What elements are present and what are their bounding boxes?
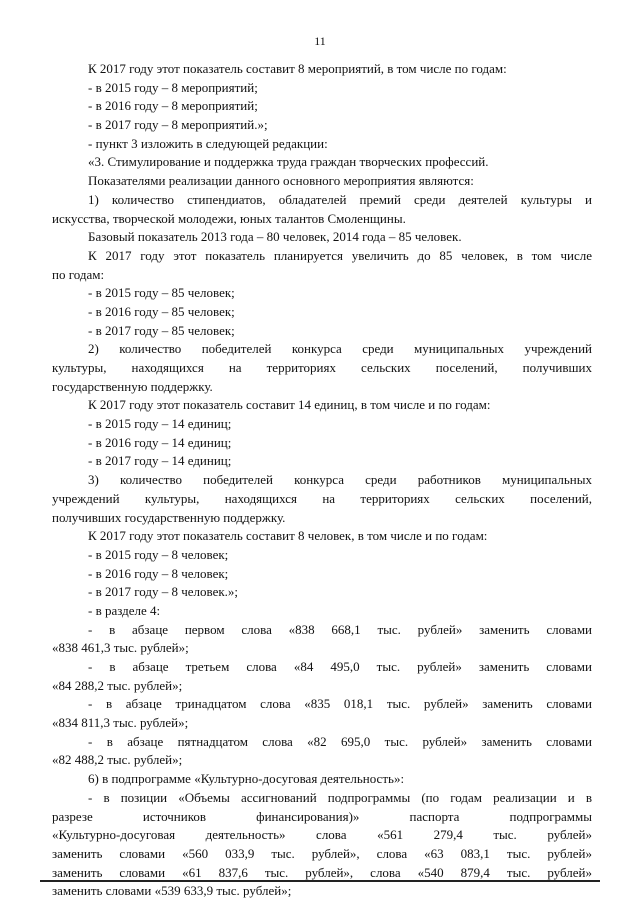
text-line: К 2017 году этот показатель составит 8 человек, в том числе и по годам: <box>88 528 488 544</box>
text-line: «82 488,2 тыс. рублей»; <box>52 752 183 768</box>
bottom-rule <box>40 880 600 882</box>
text-line: - в 2015 году – 8 человек; <box>88 546 229 562</box>
document-body <box>52 60 592 901</box>
text-line: - в абзаце первом слова «838 668,1 тыс. рублей» заменить словами <box>88 621 592 637</box>
text-line: - в 2016 году – 85 человек; <box>88 303 235 319</box>
text-line: 1) количество стипендиатов, обладателей премий среди деятелей культуры и <box>88 191 592 207</box>
text-line: - в 2015 году – 14 единиц; <box>88 416 232 432</box>
text-line: - в 2015 году – 8 мероприятий; <box>88 79 258 95</box>
text-line: «Культурно-досуговая деятельность» слова «561 279,4 тыс. рублей» <box>52 827 592 843</box>
text-line: - в позиции «Объемы ассигнований подпрограммы (по годам реализации и в <box>88 789 592 805</box>
text-line: - в абзаце тринадцатом слова «835 018,1 тыс. рублей» заменить словами <box>88 696 592 712</box>
text-line: получивших государственную поддержку. <box>52 509 286 525</box>
text-line: культуры, находящихся на территориях сельских поселений, получивших <box>52 360 592 375</box>
text-line: - в 2015 году – 85 человек; <box>88 285 235 301</box>
text-line: - в 2017 году – 14 единиц; <box>88 453 232 469</box>
text-line: Базовый показатель 2013 года – 80 человек, 2014 года – 85 человек. <box>88 229 462 245</box>
text-line: - пункт 3 изложить в следующей редакции: <box>88 135 328 151</box>
text-line: - в абзаце пятнадцатом слова «82 695,0 тыс. рублей» заменить словами <box>88 733 592 749</box>
text-line: «84 288,2 тыс. рублей»; <box>52 677 183 693</box>
text-line: 6) в подпрограмме «Культурно-досуговая деятельность»: <box>88 771 405 787</box>
text-line: - в 2017 году – 8 человек.»; <box>88 584 239 600</box>
text-line: искусства, творческой молодежи, юных талантов Смоленщины. <box>52 210 406 226</box>
page-number: 11 <box>314 34 326 48</box>
text-line: Показателями реализации данного основного мероприятия являются: <box>88 173 474 189</box>
text-line: «838 461,3 тыс. рублей»; <box>52 640 189 656</box>
text-line: «834 811,3 тыс. рублей»; <box>52 715 189 731</box>
text-line: К 2017 году этот показатель составит 14 единиц, в том числе и по годам: <box>88 397 491 413</box>
text-line: «3. Стимулирование и поддержка труда граждан творческих профессий. <box>88 154 489 170</box>
text-line: по годам: <box>52 266 105 282</box>
text-line: заменить словами «61 837,6 тыс. рублей», слова «540 879,4 тыс. рублей» <box>52 864 592 880</box>
text-line: - в 2017 году – 85 человек; <box>88 322 235 338</box>
text-line: учреждений культуры, находящихся на территориях сельских поселений, <box>52 490 592 506</box>
text-line: - в 2017 году – 8 мероприятий.»; <box>88 117 268 133</box>
text-line: К 2017 году этот показатель составит 8 мероприятий, в том числе по годам: <box>88 61 507 76</box>
text-line: 3) количество победителей конкурса среди работников муниципальных <box>88 472 592 488</box>
text-line: - в 2016 году – 14 единиц; <box>88 434 232 450</box>
text-line: заменить словами «560 033,9 тыс. рублей», слова «63 083,1 тыс. рублей» <box>52 845 592 861</box>
text-line: государственную поддержку. <box>52 378 213 394</box>
text-line: К 2017 году этот показатель планируется увеличить до 85 человек, в том числе <box>88 247 592 263</box>
text-line: - в абзаце третьем слова «84 495,0 тыс. рублей» заменить словами <box>88 659 592 674</box>
text-line: 2) количество победителей конкурса среди муниципальных учреждений <box>88 341 592 357</box>
text-line: - в 2016 году – 8 мероприятий; <box>88 98 258 114</box>
text-line: - в разделе 4: <box>88 602 161 618</box>
text-line: разрезе источников финансирования)» паспорта подпрограммы <box>52 808 592 824</box>
text-line: - в 2016 году – 8 человек; <box>88 565 229 581</box>
text-line: заменить словами «539 633,9 тыс. рублей»; <box>52 883 292 899</box>
